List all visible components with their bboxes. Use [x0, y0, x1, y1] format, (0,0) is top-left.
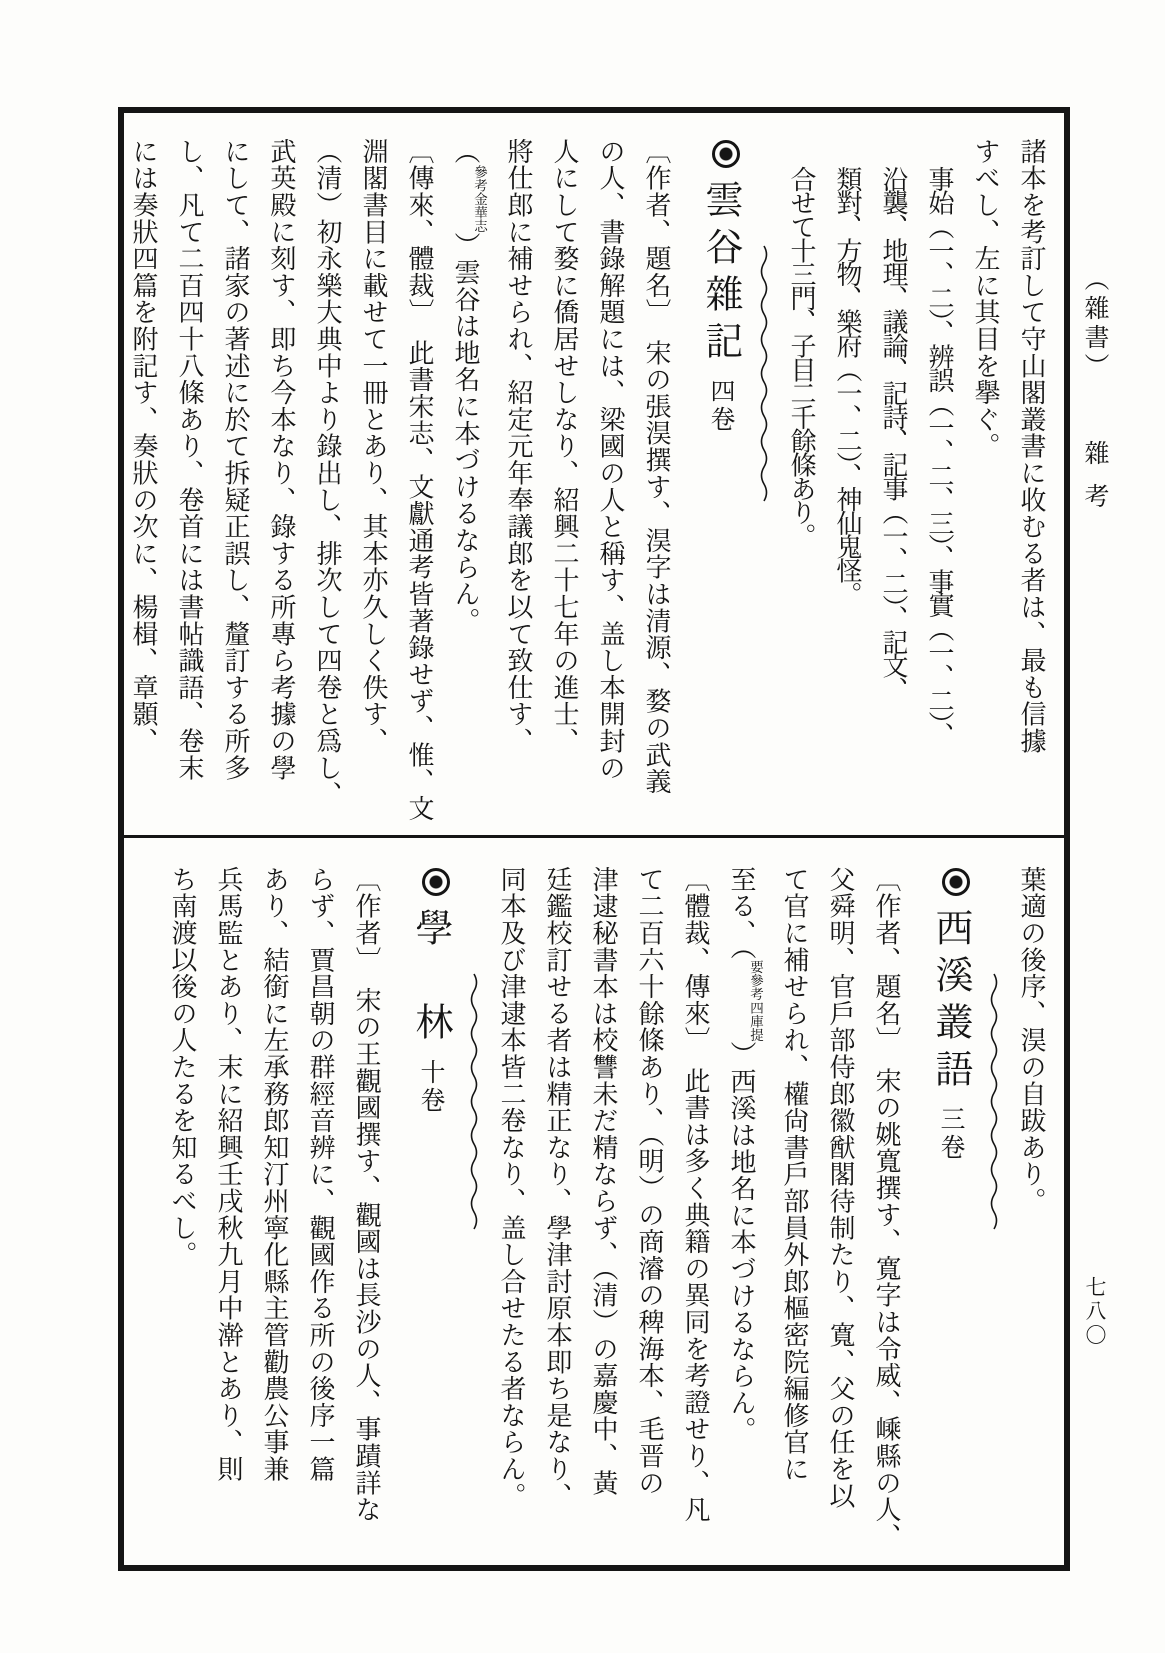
section-title: 學 林: [409, 908, 452, 1049]
text-column: 〔傳來、體裁〕 此書宋志、文獻通考皆著錄せず、惟、文: [405, 138, 435, 822]
text-column: て二百六十餘條あり、（明）の商濬の稗海本、毛晋の: [635, 866, 665, 1497]
section-volume-count: 三卷: [937, 1106, 964, 1162]
warichu-pre: 至る、（: [727, 866, 757, 961]
text-column: 人にして婺に僑居せしなり、紹興二十七年の進士、: [550, 138, 579, 755]
fisheye-bullet-icon: [942, 868, 970, 896]
text-column: 〔體裁、傳來〕 此書は多く典籍の異同を考證せり、凡: [681, 866, 711, 1523]
text-column: らず、賈昌朝の群經音辨に、觀國作る所の後序一篇: [306, 866, 336, 1483]
section-title: 西溪叢語: [929, 908, 971, 1096]
text-column: にして、諸家の著述に於て拆疑正誤し、釐訂する所多: [221, 138, 251, 782]
text-column: 〔作者、題名〕 宋の張淏撰す、淏字は清源、婺の武義: [642, 138, 671, 795]
page-frame: [118, 107, 1070, 1571]
warichu-note: [455, 165, 487, 233]
text-column: 沿襲、地理、議論、記詩、記事（一、二）、記文、: [879, 166, 908, 701]
section-title-column: [927, 866, 973, 1560]
text-column: 事始（一、二）、辨誤（一、二、三）、事實（一、二）、: [925, 166, 954, 746]
text-column: し、凡て二百四十八條あり、卷首には書帖識語、卷末: [175, 138, 205, 782]
section-volume-count: 十卷: [417, 1059, 445, 1115]
text-column: 淵閣書目に載せて一冊とあり、其本亦久しく佚す、: [359, 138, 389, 755]
bottom-text-block: [151, 866, 1046, 1560]
warichu-note: [731, 960, 763, 1041]
fisheye-bullet-icon: [712, 140, 740, 168]
text-column: には奏狀四篇を附記す、奏狀の次に、楊楫、章顥、: [129, 138, 159, 755]
warichu-post: ）西溪は地名に本づけるならん。: [727, 1041, 757, 1444]
text-column: の人、書錄解題には、梁國の人と稱す、盖し本開封の: [596, 138, 625, 782]
wavy-line-icon: [759, 244, 769, 506]
text-column: あり、結銜に左承務郎知汀州寧化縣主管勸農公事兼: [260, 866, 290, 1483]
top-text-block: [112, 138, 1046, 834]
page-number: 七八〇: [1083, 1276, 1107, 1348]
block-divider: [124, 835, 1064, 838]
warichu-pre: （: [451, 138, 481, 165]
section-volume-count: 四卷: [707, 378, 734, 434]
text-column: 兵馬監とあり、末に紹興壬戌秋九月中澣とあり、則: [214, 866, 244, 1483]
warichu-note-left: 要參考: [748, 960, 763, 1001]
text-column: 將仕郎に補せられ、紹定元年奉議郎を以て致仕す、: [504, 138, 533, 755]
text-column: 諸本を考訂して守山閣叢書に收むる者は、最も信據: [1017, 138, 1046, 755]
text-column: 〔作者、題名〕 宋の姚寬撰す、寬字は令威、嵊縣の人、: [872, 866, 901, 1550]
text-column: 武英殿に刻す、即ち今本なり、錄する所專ら考據の學: [267, 138, 297, 782]
text-column: 類對、方物、樂府（一、二）、神仙鬼怪。: [833, 166, 862, 606]
text-column: 同本及び津逮本皆二卷なり、盖し合せたる者ならん。: [497, 866, 527, 1510]
text-column: 葉適の後序、淏の自跋あり。: [1017, 866, 1046, 1215]
page-header: [1076, 266, 1112, 526]
section-title-column: [697, 138, 743, 834]
wavy-line-icon: [469, 972, 479, 1234]
warichu-post: ）雲谷は地名に本づけるならん。: [451, 232, 481, 635]
section-title-column: [407, 866, 453, 1560]
page-header-title: 雜考: [1081, 440, 1108, 526]
warichu-note-left: 參考: [472, 164, 487, 192]
fisheye-bullet-icon: [422, 868, 450, 896]
wavy-separator: [468, 866, 480, 1560]
text-column: 廷鑑校訂せる者は精正なり、學津討原本即ち是なり、: [543, 866, 573, 1510]
warichu-note-right: 四庫提: [748, 1000, 763, 1042]
text-column: 〔作者〕 宋の王觀國撰す、觀國は長沙の人、事蹟詳な: [352, 866, 382, 1523]
text-column: 父舜明、官戶部侍郎徽猷閣待制たり、寬、父の任を以: [826, 866, 855, 1510]
text-column-warichu: [727, 866, 763, 1560]
wavy-line-icon: [989, 972, 999, 1234]
text-column: （清）初永樂大典中より錄出し、排次して四卷と爲し、: [313, 138, 343, 808]
wavy-separator: [988, 866, 1000, 1560]
section-title: 雲谷雜記: [699, 180, 741, 368]
warichu-note-right: 金華志: [472, 191, 487, 233]
text-column: すべし、左に其目を擧ぐ。: [971, 138, 1000, 460]
text-column: て官に補せられ、權尙書戶部員外郎樞密院編修官に: [780, 866, 809, 1483]
text-column-warichu: [451, 138, 487, 834]
text-column: ち南渡以後の人たるを知るべし。: [168, 866, 198, 1268]
text-column: 津逮秘書本は校讐未だ精ならず、（清）の嘉慶中、黃: [589, 866, 619, 1497]
wavy-separator: [758, 138, 770, 834]
page-header-category: （雜書）: [1081, 266, 1108, 382]
text-column: 合せて十三門、子目二千餘條あり。: [787, 166, 816, 547]
